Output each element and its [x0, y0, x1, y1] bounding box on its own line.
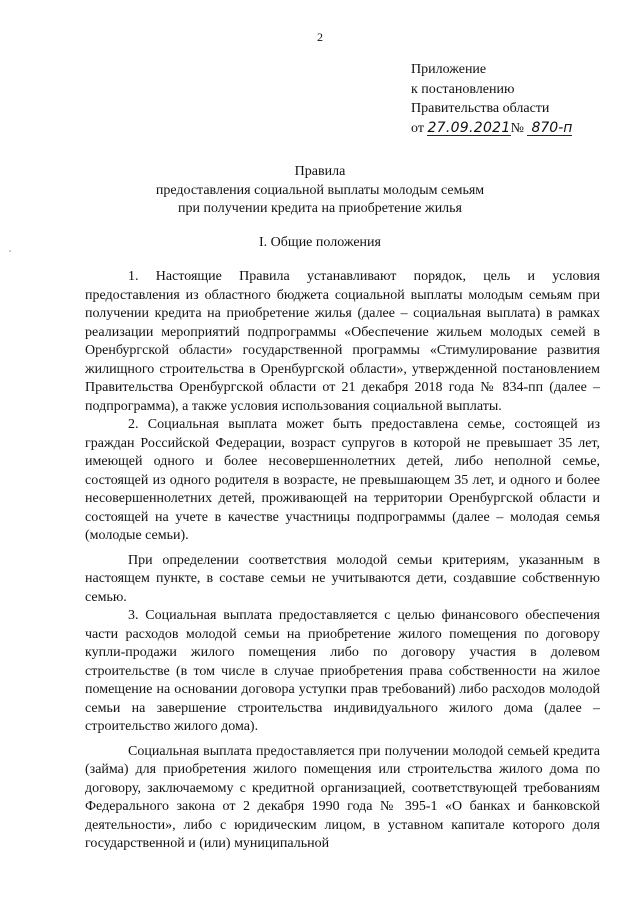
appendix-line-3: Правительства области [411, 101, 550, 116]
document-title [0, 163, 640, 219]
title-line-3: при получении кредита на приобретение жилья [178, 201, 462, 216]
paragraph: 1. Настоящие Правила устанавливают порядок, цель и условия предоставления из областного бюджета социальной выплаты молодым семьям при получении кредита на приобретение жилья (далее – социальная выплата) в рамках реализации мероприятий подпрограммы «Обеспечение жильем молодых семей в Оренбургской области» государственной программы «Стимулирование развития жилищного строительства в Оренбургской области», утвержденной постановлением Правительства Оренбургской области от 21 декабря 2018 года № 834-пп (далее – подпрограмма), а также условия использования социальной выплаты. [85, 269, 600, 414]
appendix-date-line [411, 119, 572, 139]
appendix-line-1: Приложение [411, 62, 487, 77]
scan-speck [9, 250, 11, 252]
paragraph: 3. Социальная выплата предоставляется с целью финансового обеспечения части расходов молодой семьи на приобретение жилого помещения по договору купли-продажи жилого помещения либо по договору участия в долевом строительстве (в том числе в случае приобретения права собственности на жилое помещение на основании договора уступки прав требований) либо расходов молодой семьи на завершение строительства индивидуального жилого дома (далее – строительство жилого дома). [85, 608, 600, 734]
handwritten-date: 27.09.2021 [427, 119, 511, 136]
paragraph: При определении соответствия молодой семьи критериям, указанным в настоящем пункте, в составе семьи не учитываются дети, создавшие собственную семью. [85, 552, 600, 605]
page-number: 2 [317, 30, 323, 44]
title-line-1: Правила [294, 164, 346, 179]
from-label: от [411, 120, 424, 136]
appendix-line-2: к постановлению [411, 81, 515, 97]
paragraph: 2. Социальная выплата может быть предоставлена семье, состоящей из граждан Российской Федерации, возраст супругов в которой не превышает 35 лет, имеющей одного и более несовершеннолетних детей, либо неполной семье, состоящей из одного родителя в возрасте, не превышающем 35 лет, и одного и более несовершеннолетних детей, проживающей на территории Оренбургской области и состоящей на учете в качестве участницы подпрограммы (далее – молодая семья (молодые семьи). [85, 417, 600, 543]
section-heading: I. Общие положения [259, 235, 381, 250]
number-label: № [510, 120, 524, 136]
handwritten-number: 870-п [531, 119, 573, 136]
body-text [85, 268, 600, 854]
paragraph: Социальная выплата предоставляется при получении молодой семьей кредита (займа) для приобретения жилого помещения или строительства жилого дома по договору, заключаемому с кредитной организацией, соответствующей требованиям Федерального закона от 2 декабря 1990 года № 395-1 «О банках и банковской деятельности», либо с юридическим лицом, в уставном капитале которого доля государственной и (или) муниципальной [85, 743, 600, 851]
appendix-block [411, 60, 572, 138]
title-line-2: предоставления социальной выплаты молодым семьям [155, 182, 485, 198]
